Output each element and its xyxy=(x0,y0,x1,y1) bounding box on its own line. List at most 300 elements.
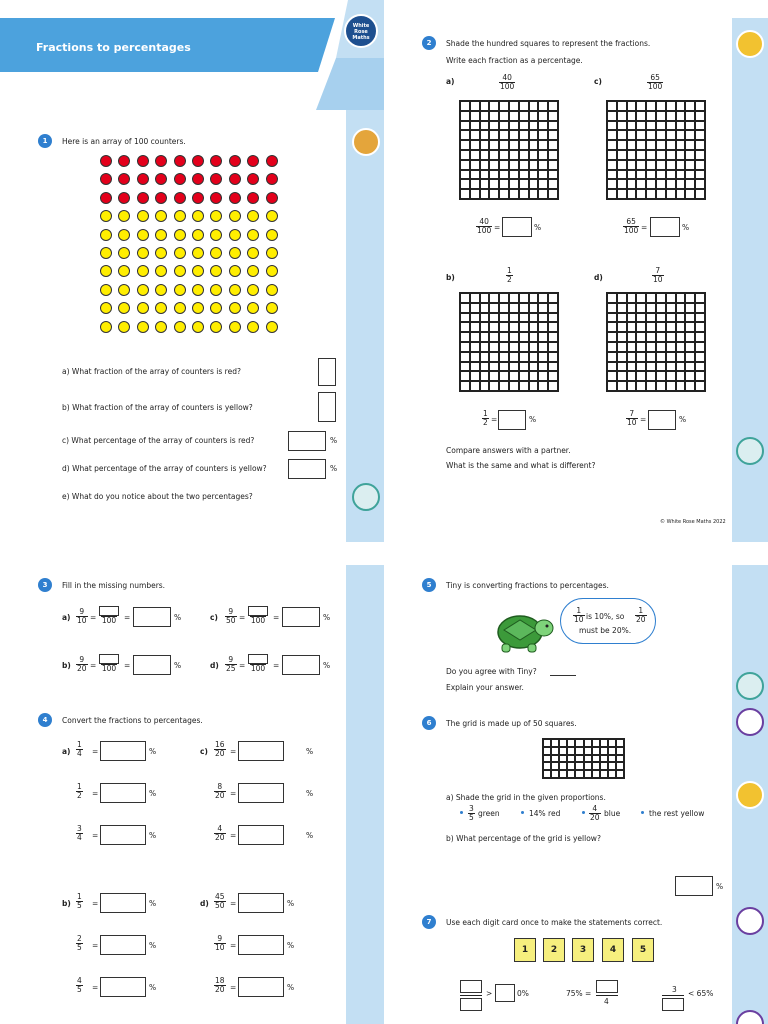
grid-cell[interactable] xyxy=(470,352,480,362)
grid-cell[interactable] xyxy=(480,352,490,362)
grid-cell[interactable] xyxy=(656,189,666,199)
grid-cell[interactable] xyxy=(636,362,646,372)
grid-cell[interactable] xyxy=(646,293,656,303)
answer-box[interactable] xyxy=(238,893,284,913)
grid-cell[interactable] xyxy=(460,140,470,150)
grid-cell[interactable] xyxy=(617,322,627,332)
grid-cell[interactable] xyxy=(646,121,656,131)
grid-cell[interactable] xyxy=(460,189,470,199)
grid-cell[interactable] xyxy=(627,342,637,352)
grid-cell[interactable] xyxy=(676,121,686,131)
grid-cell[interactable] xyxy=(509,101,519,111)
grid-cell[interactable] xyxy=(519,381,529,391)
grid-cell[interactable] xyxy=(627,179,637,189)
grid-cell[interactable] xyxy=(559,762,567,770)
grid-cell[interactable] xyxy=(617,140,627,150)
grid-cell[interactable] xyxy=(489,342,499,352)
grid-cell[interactable] xyxy=(636,322,646,332)
hundred-square[interactable] xyxy=(606,100,706,200)
grid-cell[interactable] xyxy=(519,130,529,140)
grid-cell[interactable] xyxy=(509,130,519,140)
grid-cell[interactable] xyxy=(548,352,558,362)
grid-cell[interactable] xyxy=(509,381,519,391)
grid-cell[interactable] xyxy=(499,101,509,111)
grid-cell[interactable] xyxy=(538,121,548,131)
grid-cell[interactable] xyxy=(656,313,666,323)
grid-cell[interactable] xyxy=(551,747,559,755)
grid-cell[interactable] xyxy=(499,130,509,140)
grid-cell[interactable] xyxy=(538,381,548,391)
grid-cell[interactable] xyxy=(480,189,490,199)
grid-cell[interactable] xyxy=(548,313,558,323)
grid-cell[interactable] xyxy=(695,371,705,381)
grid-cell[interactable] xyxy=(548,293,558,303)
answer-box[interactable] xyxy=(318,392,336,422)
grid-cell[interactable] xyxy=(695,189,705,199)
grid-cell[interactable] xyxy=(607,332,617,342)
grid-cell[interactable] xyxy=(666,371,676,381)
grid-cell[interactable] xyxy=(489,332,499,342)
grid-cell[interactable] xyxy=(656,371,666,381)
grid-cell[interactable] xyxy=(489,111,499,121)
grid-cell[interactable] xyxy=(685,342,695,352)
grid-cell[interactable] xyxy=(627,150,637,160)
answer-box[interactable] xyxy=(282,607,320,627)
grid-cell[interactable] xyxy=(470,179,480,189)
grid-cell[interactable] xyxy=(470,101,480,111)
grid-cell[interactable] xyxy=(627,170,637,180)
grid-cell[interactable] xyxy=(685,150,695,160)
grid-cell[interactable] xyxy=(607,189,617,199)
grid-cell[interactable] xyxy=(616,770,624,778)
grid-cell[interactable] xyxy=(489,160,499,170)
grid-cell[interactable] xyxy=(470,150,480,160)
answer-box[interactable] xyxy=(498,410,526,430)
grid-cell[interactable] xyxy=(460,352,470,362)
grid-cell[interactable] xyxy=(656,101,666,111)
grid-cell[interactable] xyxy=(519,150,529,160)
grid-cell[interactable] xyxy=(627,121,637,131)
grid-cell[interactable] xyxy=(538,170,548,180)
grid-cell[interactable] xyxy=(529,150,539,160)
answer-box[interactable] xyxy=(675,876,713,896)
grid-cell[interactable] xyxy=(617,303,627,313)
grid-cell[interactable] xyxy=(646,332,656,342)
grid-cell[interactable] xyxy=(480,371,490,381)
grid-cell[interactable] xyxy=(636,189,646,199)
grid-cell[interactable] xyxy=(608,739,616,747)
grid-cell[interactable] xyxy=(608,755,616,763)
grid-cell[interactable] xyxy=(575,755,583,763)
grid-cell[interactable] xyxy=(489,293,499,303)
grid-cell[interactable] xyxy=(636,101,646,111)
grid-cell[interactable] xyxy=(666,111,676,121)
grid-cell[interactable] xyxy=(676,130,686,140)
grid-cell[interactable] xyxy=(656,332,666,342)
digit-card[interactable]: 4 xyxy=(602,938,624,962)
grid-cell[interactable] xyxy=(509,303,519,313)
grid-cell[interactable] xyxy=(509,189,519,199)
grid-cell[interactable] xyxy=(529,332,539,342)
grid-cell[interactable] xyxy=(460,313,470,323)
grid-cell[interactable] xyxy=(617,101,627,111)
grid-cell[interactable] xyxy=(499,150,509,160)
grid-cell[interactable] xyxy=(470,313,480,323)
grid-cell[interactable] xyxy=(499,313,509,323)
grid-cell[interactable] xyxy=(543,747,551,755)
grid-cell[interactable] xyxy=(636,140,646,150)
grid-cell[interactable] xyxy=(600,762,608,770)
grid-cell[interactable] xyxy=(538,313,548,323)
grid-cell[interactable] xyxy=(600,747,608,755)
grid-cell[interactable] xyxy=(489,101,499,111)
grid-cell[interactable] xyxy=(676,189,686,199)
grid-cell[interactable] xyxy=(480,322,490,332)
grid-cell[interactable] xyxy=(627,371,637,381)
grid-cell[interactable] xyxy=(509,179,519,189)
grid-cell[interactable] xyxy=(646,303,656,313)
grid-cell[interactable] xyxy=(548,322,558,332)
grid-cell[interactable] xyxy=(695,111,705,121)
grid-cell[interactable] xyxy=(617,179,627,189)
digit-card[interactable]: 1 xyxy=(514,938,536,962)
grid-cell[interactable] xyxy=(666,362,676,372)
grid-cell[interactable] xyxy=(666,179,676,189)
grid-cell[interactable] xyxy=(617,160,627,170)
grid-cell[interactable] xyxy=(529,179,539,189)
grid-cell[interactable] xyxy=(519,140,529,150)
answer-box[interactable] xyxy=(288,431,326,451)
grid-cell[interactable] xyxy=(685,170,695,180)
grid-cell[interactable] xyxy=(509,313,519,323)
answer-box[interactable] xyxy=(502,217,532,237)
grid-cell[interactable] xyxy=(617,342,627,352)
grid-cell[interactable] xyxy=(695,322,705,332)
grid-cell[interactable] xyxy=(480,332,490,342)
grid-cell[interactable] xyxy=(499,111,509,121)
grid-cell[interactable] xyxy=(627,140,637,150)
grid-cell[interactable] xyxy=(636,352,646,362)
grid-cell[interactable] xyxy=(460,332,470,342)
grid-cell[interactable] xyxy=(519,170,529,180)
grid-cell[interactable] xyxy=(607,170,617,180)
grid-cell[interactable] xyxy=(529,371,539,381)
grid-cell[interactable] xyxy=(538,101,548,111)
grid-cell[interactable] xyxy=(548,362,558,372)
grid-cell[interactable] xyxy=(627,189,637,199)
grid-cell[interactable] xyxy=(607,362,617,372)
grid-cell[interactable] xyxy=(685,111,695,121)
digit-slot[interactable] xyxy=(662,998,684,1011)
grid-cell[interactable] xyxy=(470,303,480,313)
digit-slot[interactable] xyxy=(596,980,618,993)
grid-cell[interactable] xyxy=(627,322,637,332)
grid-cell[interactable] xyxy=(538,140,548,150)
grid-cell[interactable] xyxy=(519,101,529,111)
grid-cell[interactable] xyxy=(656,362,666,372)
grid-cell[interactable] xyxy=(470,371,480,381)
grid-cell[interactable] xyxy=(480,179,490,189)
answer-box[interactable] xyxy=(100,977,146,997)
grid-cell[interactable] xyxy=(509,150,519,160)
grid-cell[interactable] xyxy=(584,762,592,770)
grid-cell[interactable] xyxy=(656,121,666,131)
grid-cell[interactable] xyxy=(646,189,656,199)
grid-cell[interactable] xyxy=(567,739,575,747)
grid-cell[interactable] xyxy=(608,762,616,770)
grid-cell[interactable] xyxy=(656,381,666,391)
grid-cell[interactable] xyxy=(685,130,695,140)
grid-cell[interactable] xyxy=(627,313,637,323)
grid-cell[interactable] xyxy=(470,381,480,391)
grid-cell[interactable] xyxy=(460,121,470,131)
grid-cell[interactable] xyxy=(470,121,480,131)
grid-cell[interactable] xyxy=(676,293,686,303)
grid-cell[interactable] xyxy=(529,322,539,332)
grid-cell[interactable] xyxy=(695,101,705,111)
grid-cell[interactable] xyxy=(695,121,705,131)
grid-cell[interactable] xyxy=(529,130,539,140)
answer-box[interactable] xyxy=(100,893,146,913)
grid-cell[interactable] xyxy=(676,352,686,362)
grid-cell[interactable] xyxy=(666,160,676,170)
grid-cell[interactable] xyxy=(509,352,519,362)
grid-cell[interactable] xyxy=(646,342,656,352)
grid-cell[interactable] xyxy=(499,371,509,381)
grid-cell[interactable] xyxy=(509,342,519,352)
grid-cell[interactable] xyxy=(592,755,600,763)
grid-cell[interactable] xyxy=(538,189,548,199)
grid-cell[interactable] xyxy=(551,755,559,763)
grid-cell[interactable] xyxy=(617,130,627,140)
grid-cell[interactable] xyxy=(538,293,548,303)
grid-cell[interactable] xyxy=(529,121,539,131)
grid-cell[interactable] xyxy=(636,130,646,140)
grid-cell[interactable] xyxy=(617,121,627,131)
grid-cell[interactable] xyxy=(489,313,499,323)
grid-cell[interactable] xyxy=(676,150,686,160)
grid-cell[interactable] xyxy=(489,170,499,180)
grid-cell[interactable] xyxy=(567,762,575,770)
answer-box[interactable] xyxy=(238,977,284,997)
answer-box[interactable] xyxy=(318,358,336,386)
grid-cell[interactable] xyxy=(685,352,695,362)
grid-cell[interactable] xyxy=(627,352,637,362)
grid-cell[interactable] xyxy=(519,121,529,131)
grid-cell[interactable] xyxy=(656,140,666,150)
answer-box[interactable] xyxy=(133,607,171,627)
grid-cell[interactable] xyxy=(548,111,558,121)
grid-cell[interactable] xyxy=(509,322,519,332)
grid-cell[interactable] xyxy=(529,362,539,372)
grid-cell[interactable] xyxy=(646,362,656,372)
grid-cell[interactable] xyxy=(489,140,499,150)
grid-cell[interactable] xyxy=(548,160,558,170)
grid-cell[interactable] xyxy=(685,101,695,111)
fifty-square-grid[interactable] xyxy=(542,738,625,779)
grid-cell[interactable] xyxy=(627,381,637,391)
grid-cell[interactable] xyxy=(666,303,676,313)
grid-cell[interactable] xyxy=(676,101,686,111)
answer-box[interactable] xyxy=(648,410,676,430)
grid-cell[interactable] xyxy=(499,121,509,131)
grid-cell[interactable] xyxy=(676,322,686,332)
grid-cell[interactable] xyxy=(470,111,480,121)
grid-cell[interactable] xyxy=(695,381,705,391)
grid-cell[interactable] xyxy=(607,342,617,352)
answer-box[interactable] xyxy=(282,655,320,675)
grid-cell[interactable] xyxy=(607,101,617,111)
answer-box[interactable] xyxy=(238,825,284,845)
grid-cell[interactable] xyxy=(460,179,470,189)
grid-cell[interactable] xyxy=(559,747,567,755)
grid-cell[interactable] xyxy=(519,322,529,332)
grid-cell[interactable] xyxy=(480,303,490,313)
grid-cell[interactable] xyxy=(592,770,600,778)
grid-cell[interactable] xyxy=(617,189,627,199)
grid-cell[interactable] xyxy=(538,179,548,189)
grid-cell[interactable] xyxy=(548,121,558,131)
grid-cell[interactable] xyxy=(617,381,627,391)
grid-cell[interactable] xyxy=(538,322,548,332)
grid-cell[interactable] xyxy=(543,755,551,763)
grid-cell[interactable] xyxy=(600,770,608,778)
grid-cell[interactable] xyxy=(666,140,676,150)
grid-cell[interactable] xyxy=(480,362,490,372)
answer-box[interactable] xyxy=(238,783,284,803)
grid-cell[interactable] xyxy=(617,352,627,362)
grid-cell[interactable] xyxy=(499,342,509,352)
grid-cell[interactable] xyxy=(460,160,470,170)
grid-cell[interactable] xyxy=(470,160,480,170)
grid-cell[interactable] xyxy=(509,111,519,121)
grid-cell[interactable] xyxy=(509,371,519,381)
grid-cell[interactable] xyxy=(543,770,551,778)
grid-cell[interactable] xyxy=(695,140,705,150)
grid-cell[interactable] xyxy=(499,322,509,332)
grid-cell[interactable] xyxy=(685,322,695,332)
grid-cell[interactable] xyxy=(627,303,637,313)
grid-cell[interactable] xyxy=(480,381,490,391)
digit-card[interactable]: 3 xyxy=(572,938,594,962)
grid-cell[interactable] xyxy=(607,121,617,131)
grid-cell[interactable] xyxy=(529,160,539,170)
grid-cell[interactable] xyxy=(548,101,558,111)
grid-cell[interactable] xyxy=(685,189,695,199)
grid-cell[interactable] xyxy=(616,755,624,763)
grid-cell[interactable] xyxy=(607,352,617,362)
hundred-square[interactable] xyxy=(459,292,559,392)
grid-cell[interactable] xyxy=(636,150,646,160)
grid-cell[interactable] xyxy=(608,770,616,778)
grid-cell[interactable] xyxy=(656,130,666,140)
grid-cell[interactable] xyxy=(509,332,519,342)
grid-cell[interactable] xyxy=(460,371,470,381)
grid-cell[interactable] xyxy=(617,362,627,372)
grid-cell[interactable] xyxy=(538,332,548,342)
grid-cell[interactable] xyxy=(607,322,617,332)
grid-cell[interactable] xyxy=(529,313,539,323)
grid-cell[interactable] xyxy=(575,747,583,755)
grid-cell[interactable] xyxy=(627,111,637,121)
grid-cell[interactable] xyxy=(592,762,600,770)
grid-cell[interactable] xyxy=(460,101,470,111)
grid-cell[interactable] xyxy=(636,121,646,131)
grid-cell[interactable] xyxy=(509,362,519,372)
grid-cell[interactable] xyxy=(480,342,490,352)
grid-cell[interactable] xyxy=(548,342,558,352)
grid-cell[interactable] xyxy=(584,755,592,763)
grid-cell[interactable] xyxy=(538,342,548,352)
grid-cell[interactable] xyxy=(636,160,646,170)
grid-cell[interactable] xyxy=(519,189,529,199)
grid-cell[interactable] xyxy=(685,332,695,342)
grid-cell[interactable] xyxy=(695,293,705,303)
grid-cell[interactable] xyxy=(499,362,509,372)
grid-cell[interactable] xyxy=(656,342,666,352)
grid-cell[interactable] xyxy=(519,160,529,170)
grid-cell[interactable] xyxy=(695,179,705,189)
grid-cell[interactable] xyxy=(584,747,592,755)
grid-cell[interactable] xyxy=(646,101,656,111)
grid-cell[interactable] xyxy=(617,371,627,381)
grid-cell[interactable] xyxy=(519,313,529,323)
grid-cell[interactable] xyxy=(695,362,705,372)
grid-cell[interactable] xyxy=(529,303,539,313)
grid-cell[interactable] xyxy=(519,371,529,381)
grid-cell[interactable] xyxy=(529,189,539,199)
grid-cell[interactable] xyxy=(538,130,548,140)
grid-cell[interactable] xyxy=(617,170,627,180)
grid-cell[interactable] xyxy=(607,371,617,381)
grid-cell[interactable] xyxy=(470,170,480,180)
grid-cell[interactable] xyxy=(607,303,617,313)
grid-cell[interactable] xyxy=(636,313,646,323)
grid-cell[interactable] xyxy=(676,342,686,352)
grid-cell[interactable] xyxy=(636,111,646,121)
grid-cell[interactable] xyxy=(567,770,575,778)
grid-cell[interactable] xyxy=(666,101,676,111)
grid-cell[interactable] xyxy=(646,130,656,140)
grid-cell[interactable] xyxy=(470,293,480,303)
grid-cell[interactable] xyxy=(529,381,539,391)
grid-cell[interactable] xyxy=(695,332,705,342)
grid-cell[interactable] xyxy=(695,170,705,180)
grid-cell[interactable] xyxy=(470,342,480,352)
grid-cell[interactable] xyxy=(695,150,705,160)
grid-cell[interactable] xyxy=(676,170,686,180)
answer-box[interactable] xyxy=(133,655,171,675)
grid-cell[interactable] xyxy=(480,170,490,180)
grid-cell[interactable] xyxy=(538,160,548,170)
grid-cell[interactable] xyxy=(470,189,480,199)
grid-cell[interactable] xyxy=(646,352,656,362)
grid-cell[interactable] xyxy=(608,747,616,755)
grid-cell[interactable] xyxy=(499,170,509,180)
grid-cell[interactable] xyxy=(646,111,656,121)
grid-cell[interactable] xyxy=(499,352,509,362)
grid-cell[interactable] xyxy=(616,762,624,770)
grid-cell[interactable] xyxy=(529,342,539,352)
hundred-square[interactable] xyxy=(606,292,706,392)
grid-cell[interactable] xyxy=(685,160,695,170)
grid-cell[interactable] xyxy=(685,371,695,381)
grid-cell[interactable] xyxy=(584,739,592,747)
grid-cell[interactable] xyxy=(548,381,558,391)
grid-cell[interactable] xyxy=(656,160,666,170)
digit-card[interactable]: 2 xyxy=(543,938,565,962)
grid-cell[interactable] xyxy=(592,747,600,755)
